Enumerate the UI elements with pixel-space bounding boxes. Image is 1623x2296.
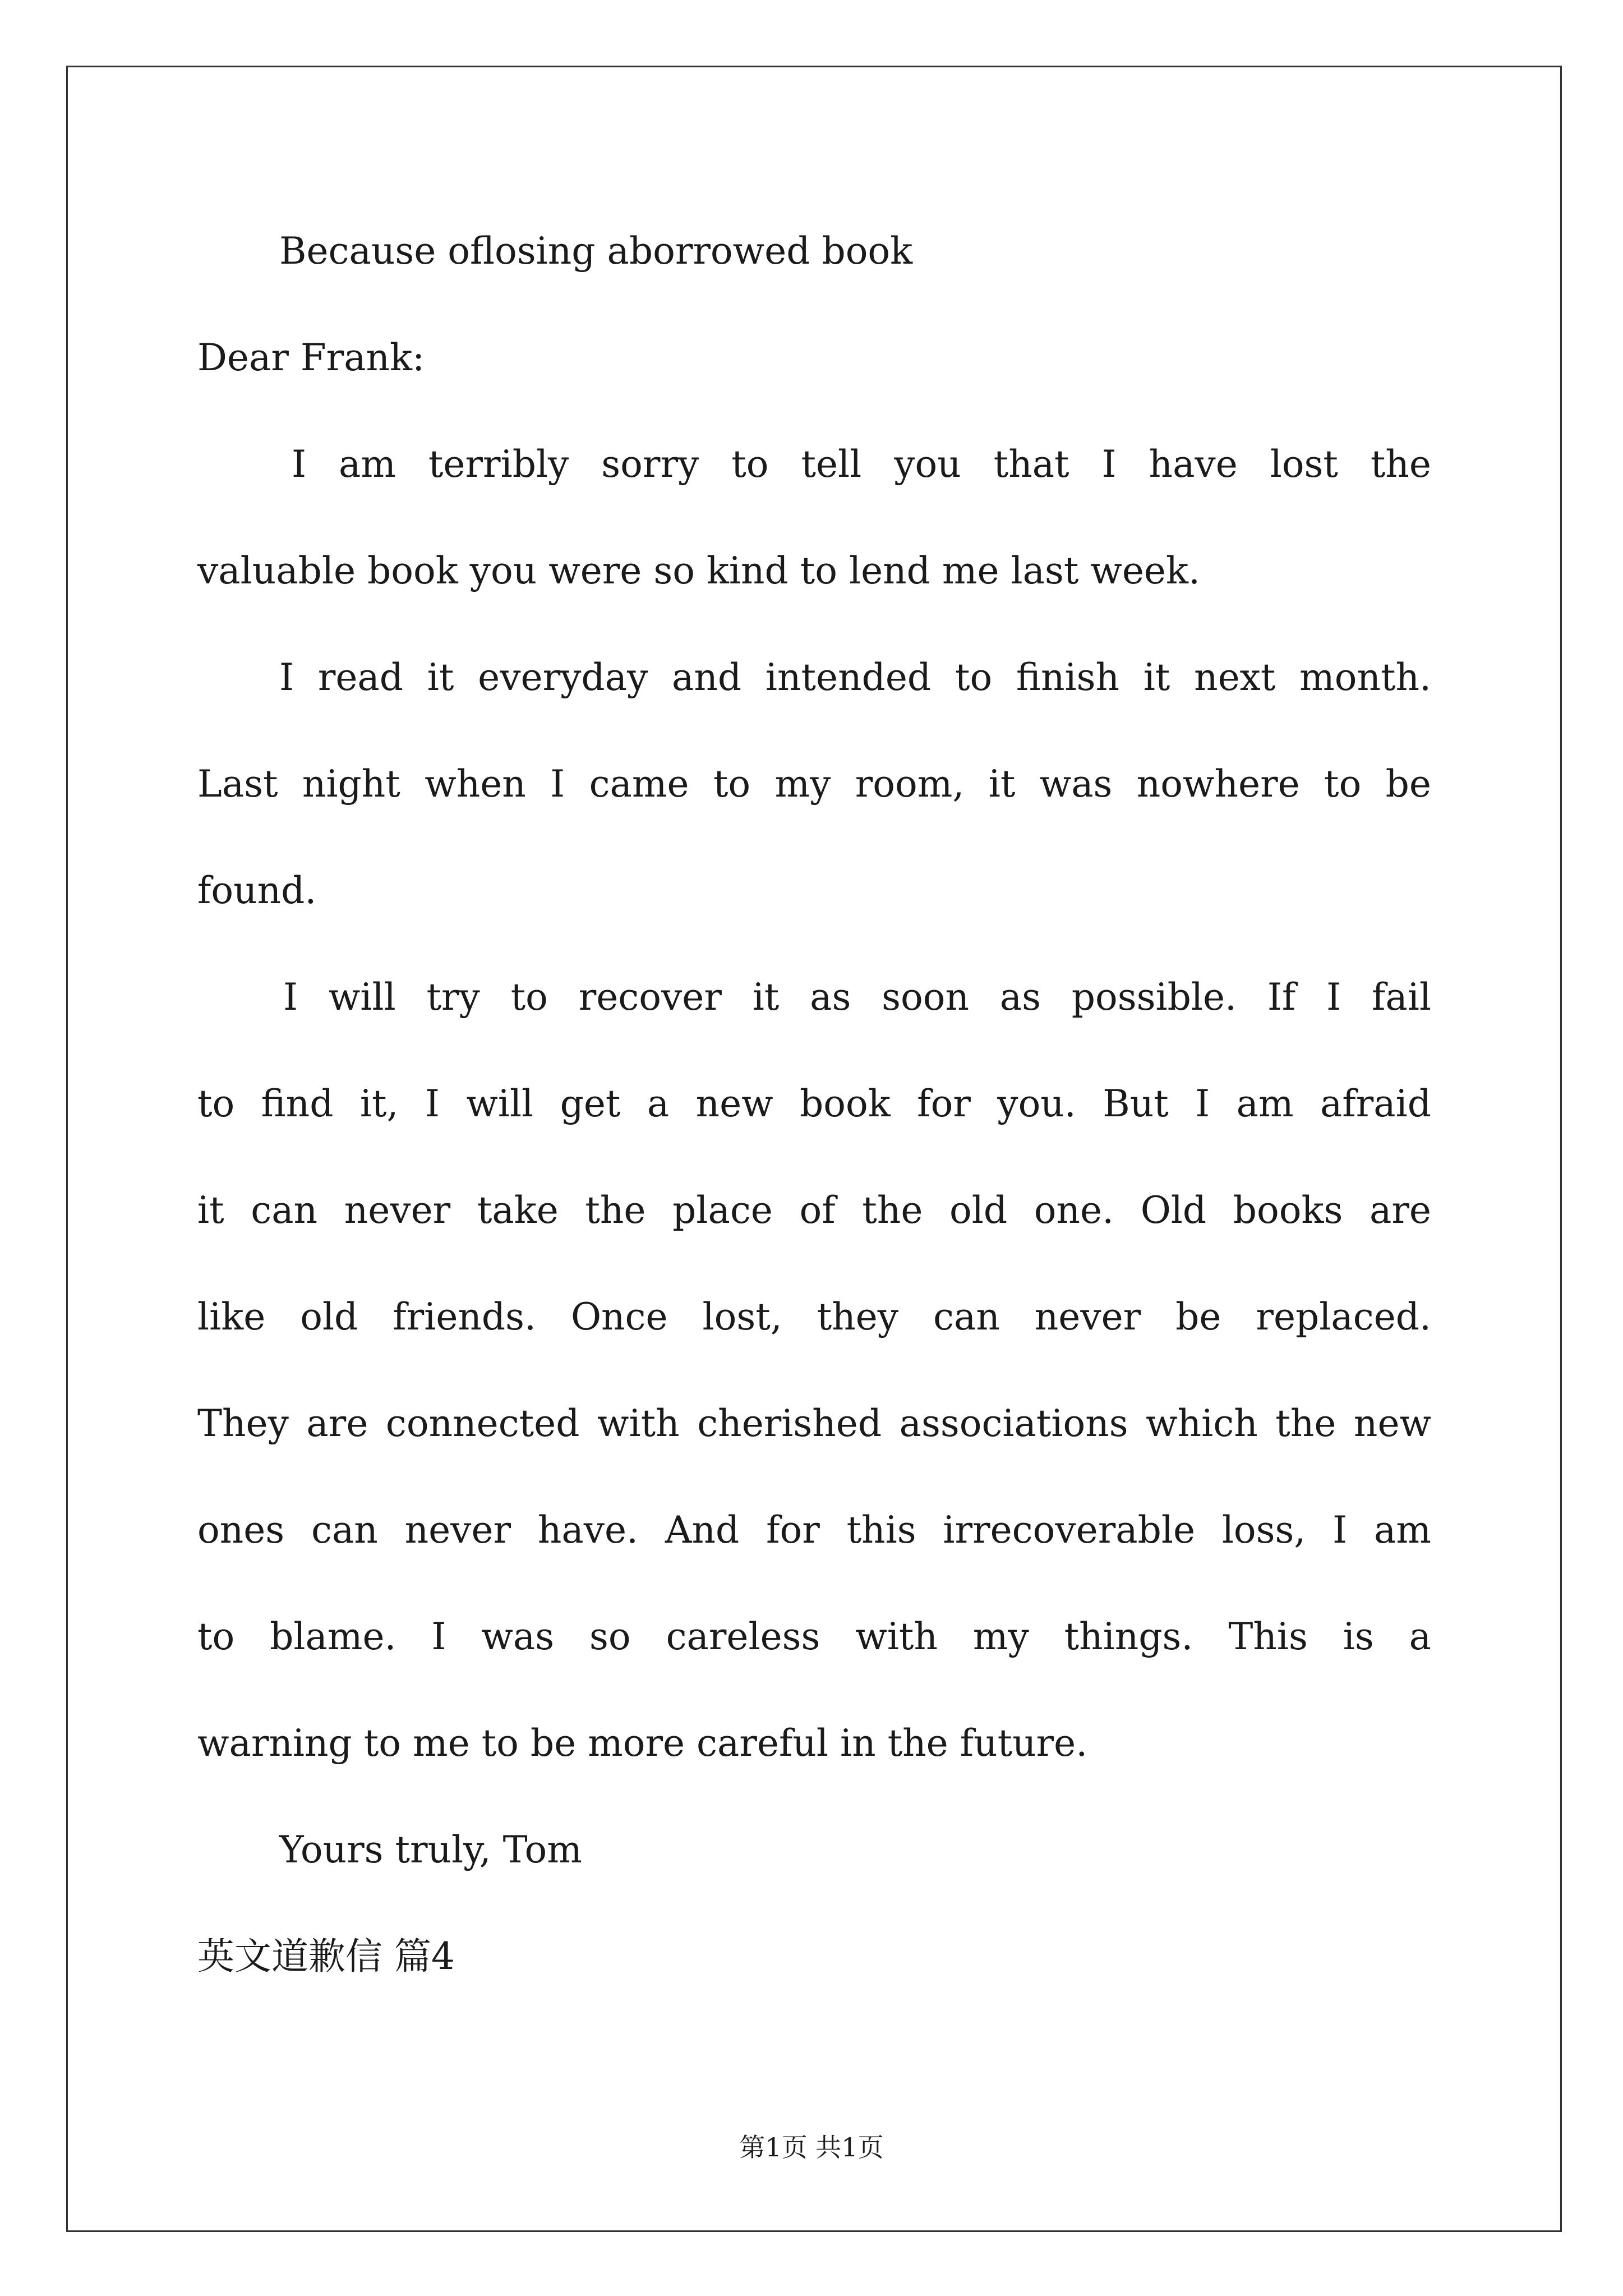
- body-line: found.: [197, 869, 317, 912]
- letter-closing: Yours truly, Tom: [279, 1828, 582, 1871]
- body-line: ones can never have. And for this irrecoverable loss, I am: [197, 1508, 1431, 1552]
- body-line: I am terribly sorry to tell you that I have lost the: [292, 443, 1431, 486]
- body-line: Last night when I came to my room, it was nowhere to be: [197, 762, 1431, 806]
- body-line: like old friends. Once lost, they can never be replaced.: [197, 1295, 1431, 1338]
- body-line: valuable book you were so kind to lend me last week.: [197, 549, 1200, 592]
- letter-subject: Because oflosing aborrowed book: [279, 229, 913, 273]
- body-line: I will try to recover it as soon as possible. If I fail: [283, 976, 1431, 1019]
- body-line: I read it everyday and intended to finish it next month.: [279, 656, 1431, 699]
- body-line: They are connected with cherished associations which the new: [197, 1402, 1431, 1445]
- body-line: warning to me to be more careful in the future.: [197, 1722, 1088, 1765]
- body-line: to find it, I will get a new book for you. But I am afraid: [197, 1082, 1431, 1125]
- page-number-footer: 第1页 共1页: [739, 2132, 884, 2162]
- body-line: it can never take the place of the old one. Old books are: [197, 1189, 1431, 1232]
- letter-salutation: Dear Frank:: [197, 336, 425, 379]
- page-frame: [66, 66, 1562, 2232]
- body-line: to blame. I was so careless with my things. This is a: [197, 1615, 1431, 1658]
- section-heading: 英文道歉信 篇4: [197, 1935, 455, 1978]
